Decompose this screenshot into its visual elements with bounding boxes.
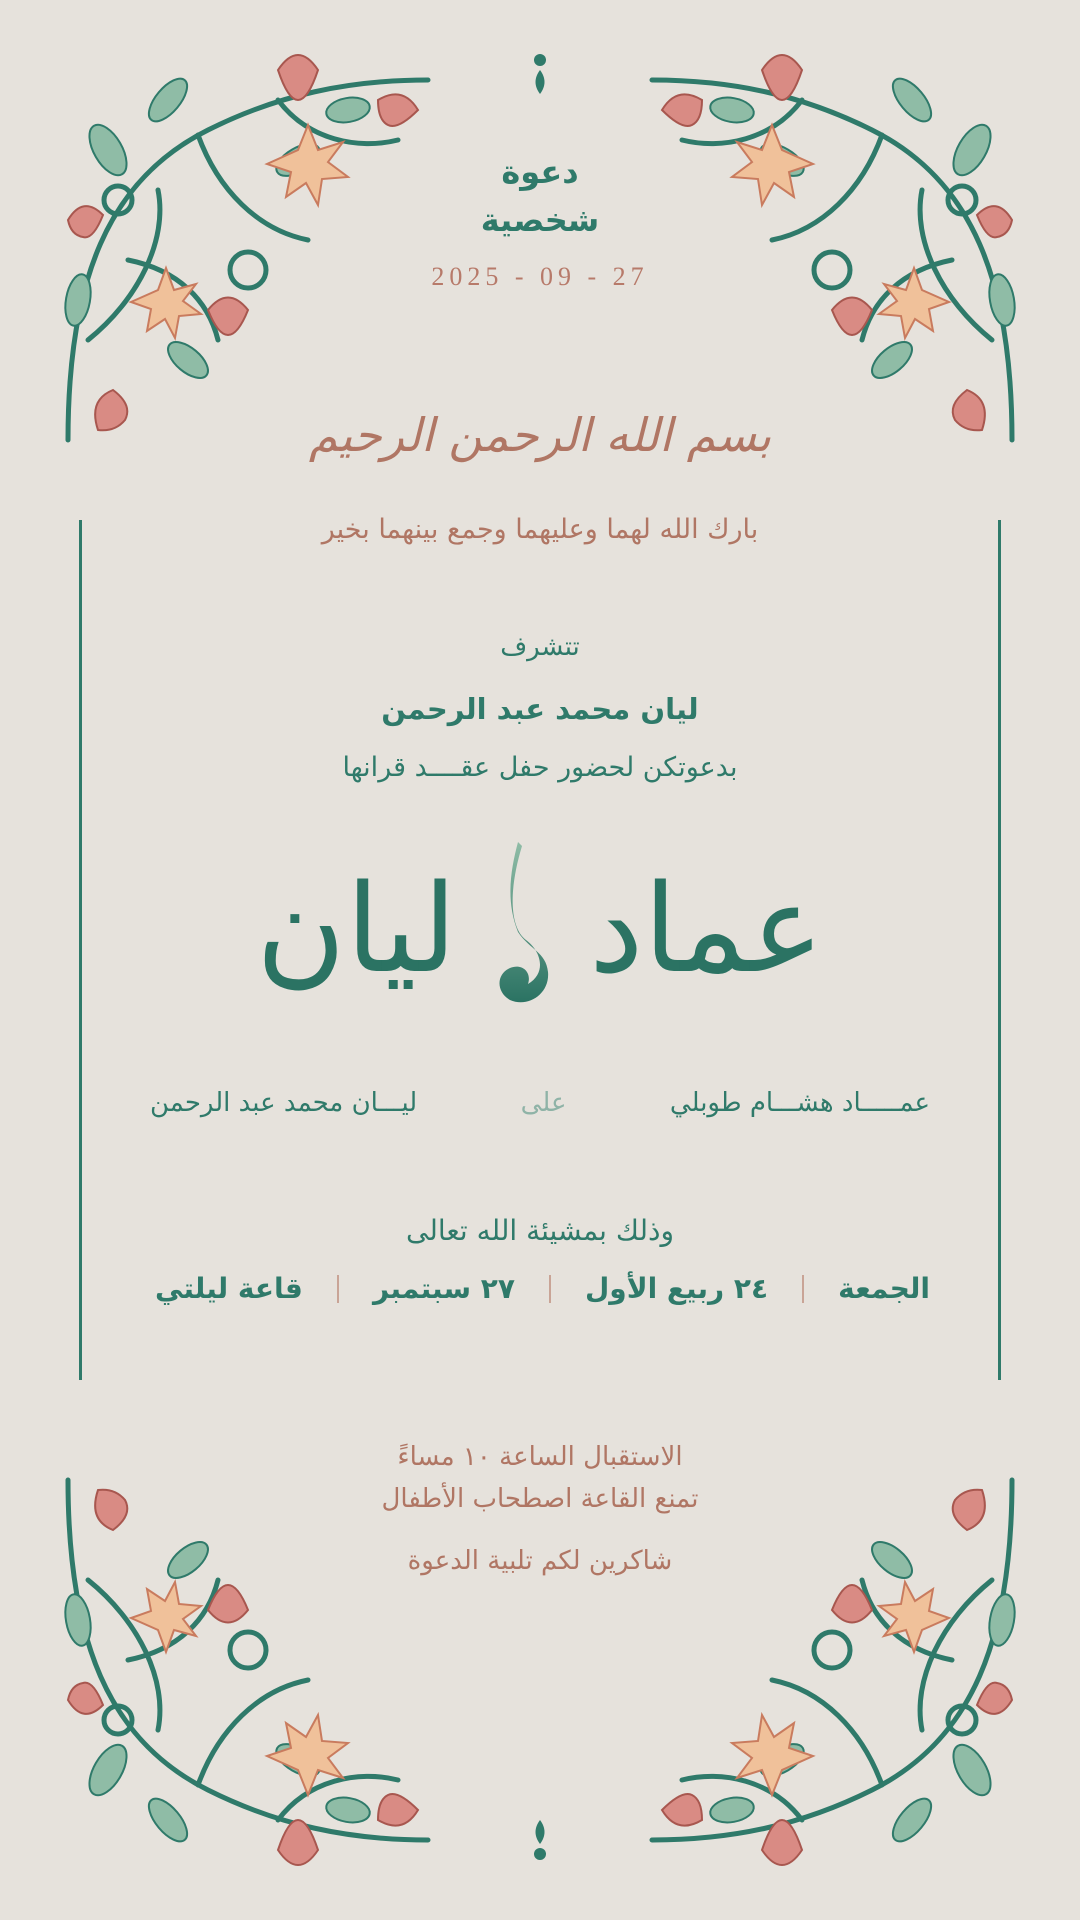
drop-ornament-icon — [530, 52, 550, 96]
bride-full-name: ليـــان محمد عبد الرحمن — [150, 1088, 418, 1118]
hijri-date: ٢٤ ربيع الأول — [585, 1272, 769, 1305]
host-name: ليان محمد عبد الرحمن — [381, 692, 699, 726]
closing-phrase: وذلك بمشيئة الله تعالى — [406, 1214, 674, 1247]
blessing-text: بارك الله لهما وعليهما وجمع بينهما بخير — [321, 514, 759, 545]
divider — [802, 1275, 804, 1303]
floral-corner-ornament-top-left — [48, 40, 468, 460]
invitation-line: بدعوتكن لحضور حفل عقــــد قرانها — [342, 752, 738, 783]
gregorian-date: ٢٧ سبتمبر — [372, 1272, 515, 1305]
groom-full-name: عمـــــاد هشـــام طوبلي — [669, 1088, 930, 1118]
floral-corner-ornament-bottom-right — [612, 1460, 1032, 1880]
venue-name: قاعة ليلتي — [155, 1272, 303, 1305]
bride-short-name: ليان — [256, 857, 457, 1000]
drop-ornament-icon — [530, 1818, 550, 1862]
divider — [549, 1275, 551, 1303]
floral-corner-ornament-top-right — [612, 40, 1032, 460]
title-line-2: شخصية — [480, 201, 600, 239]
full-names-row — [150, 1088, 930, 1118]
groom-short-name: عماد — [589, 857, 824, 1000]
event-day: الجمعة — [838, 1272, 930, 1305]
conjunction-calligraphy — [488, 832, 558, 1026]
event-details-row — [155, 1272, 930, 1305]
conjunction-on: على — [520, 1088, 567, 1118]
couple-names — [0, 832, 1080, 1032]
title-line-1: دعوة — [501, 153, 579, 191]
no-children-note: تمنع القاعة اصطحاب الأطفال — [381, 1484, 699, 1514]
thanks-note: شاكرين لكم تلبية الدعوة — [407, 1546, 673, 1576]
floral-corner-ornament-bottom-left — [48, 1460, 468, 1880]
waw-calligraphy-icon — [488, 832, 558, 1022]
divider — [337, 1275, 339, 1303]
honor-text: تتشرف — [500, 632, 580, 662]
event-date: 2025 - 09 - 27 — [431, 262, 649, 291]
invitation-type-title — [0, 148, 1080, 244]
reception-time: الاستقبال الساعة ١٠ مساءً — [397, 1442, 683, 1472]
basmala-calligraphy: بسم الله الرحمن الرحيم — [308, 408, 772, 462]
